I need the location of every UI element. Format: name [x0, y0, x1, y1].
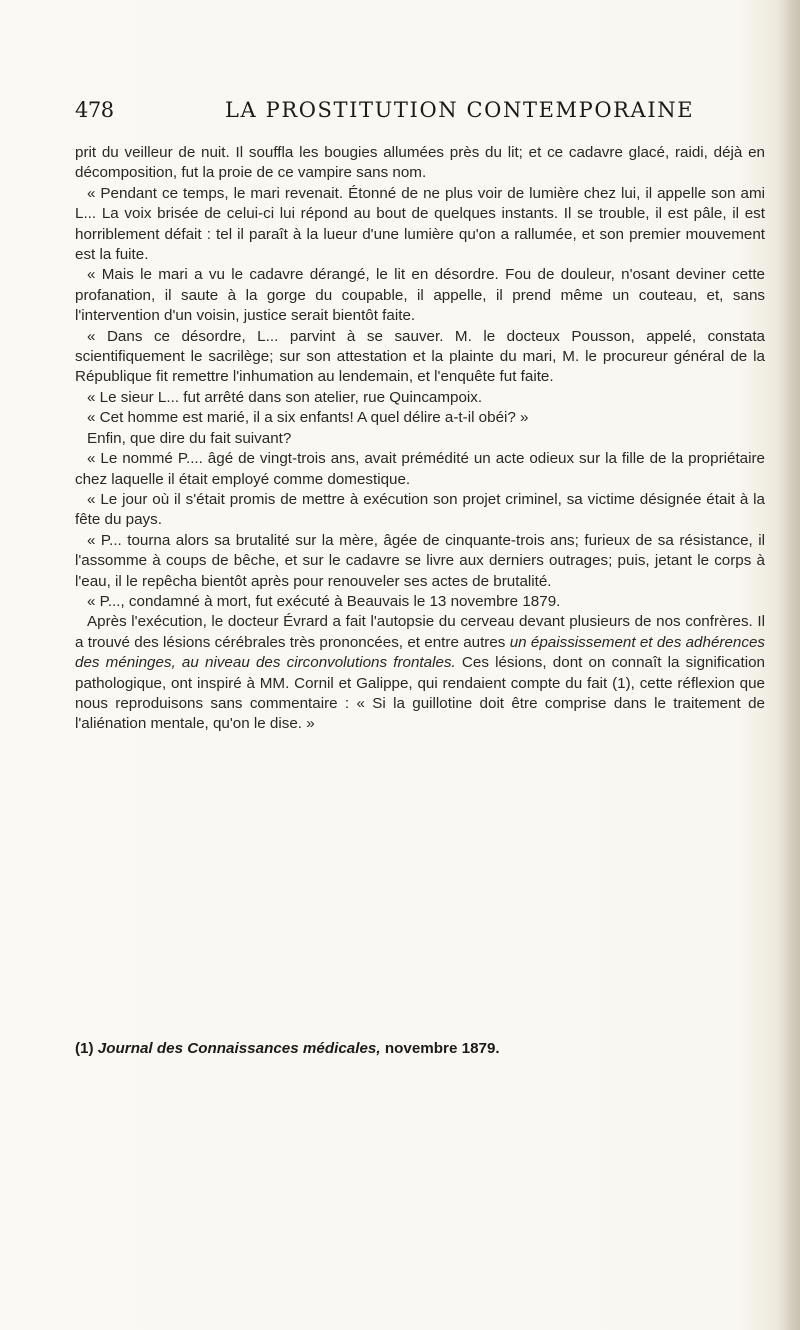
page-number: 478	[75, 98, 114, 122]
footnote-source: Journal des Connaissances médicales,	[97, 1040, 381, 1057]
paragraph: « Mais le mari a vu le cadavre dérangé, le lit en désordre. Fou de douleur, n'osant deviner cette profanation, il saute à la gorge du coupable, il appelle, il prend même un couteau, et, sans l'intervention d'un voisin, justice serait bientôt faite.	[75, 266, 765, 325]
running-title: LA PROSTITUTION CONTEMPORAINE	[225, 98, 695, 122]
paragraph: « Dans ce désordre, L... parvint à se sauver. M. le docteux Pousson, appelé, constata scientifiquement le sacrilège; sur son attestation et la plainte du mari, M. le procureur général de la République fit remettre l'inhumation au lendemain, et l'enquête fut faite.	[75, 327, 765, 386]
paragraph: « P..., condamné à mort, fut exécuté à Beauvais le 13 novembre 1879.	[87, 592, 561, 610]
paragraph: « P... tourna alors sa brutalité sur la mère, âgée de cinquante-trois ans; furieux de sa résistance, il l'assomme à coups de bêche, et sur le cadavre se livre aux derniers outrages; puis, jetant le corps à l'eau, il le repêcha bientôt après pour renouveler ses actes de brutalité.	[75, 531, 765, 590]
paragraph-autopsy	[75, 612, 765, 734]
paragraph: « Pendant ce temps, le mari revenait. Étonné de ne plus voir de lumière chez lui, il appelle son ami L... La voix brisée de celui-ci lui répond au bout de quelques instants. Il se trouble, il est pâle, il est horriblement défait : tel il paraît à la lueur d'une lumière qu'on a rallumée, et son premier mouvement est la fuite.	[75, 184, 765, 264]
footnote-marker: (1)	[75, 1040, 94, 1057]
autopsy-text-part2: Ces lésions, dont on connaît la signification pathologique, ont inspiré à MM. Cornil et Galippe, qui rendaient compte du fait (1), cette réflexion que nous reproduisons sans commentaire : « Si la guillotine doit être comprise dans le traitement de l'aliénation mentale, qu'on le dise. »	[75, 654, 765, 733]
paragraph: Enfin, que dire du fait suivant?	[87, 429, 292, 447]
paragraph: « Le nommé P.... âgé de vingt-trois ans, avait prémédité un acte odieux sur la fille de la propriétaire chez laquelle il était employé comme domestique.	[75, 450, 765, 488]
footnote	[75, 1040, 765, 1057]
autopsy-text-italic: un épaississement et des adhérences des méninges, au niveau des circonvolutions frontales.	[75, 633, 765, 672]
page-edge-shadow	[786, 0, 800, 1330]
paragraph: « Le jour où il s'était promis de mettre à exécution son projet criminel, sa victime désignée était à la fête du pays.	[75, 490, 765, 529]
page-header	[75, 98, 765, 128]
body-text	[75, 143, 765, 735]
autopsy-text-part1: Après l'exécution, le docteur Évrard a fait l'autopsie du cerveau devant plusieurs de nos confrères. Il a trouvé des lésions cérébrales très prononcées, et entre autres	[75, 613, 765, 651]
footnote-date: novembre 1879.	[384, 1040, 500, 1057]
paragraph: « Le sieur L... fut arrêté dans son atelier, rue Quincampoix.	[87, 388, 483, 406]
paragraph: « Cet homme est marié, il a six enfants! A quel délire a-t-il obéi? »	[87, 409, 529, 427]
paragraph: prit du veilleur de nuit. Il souffla les bougies allumées près du lit; et ce cadavre glacé, raidi, déjà en décomposition, fut la proie de ce vampire sans nom.	[75, 144, 765, 182]
